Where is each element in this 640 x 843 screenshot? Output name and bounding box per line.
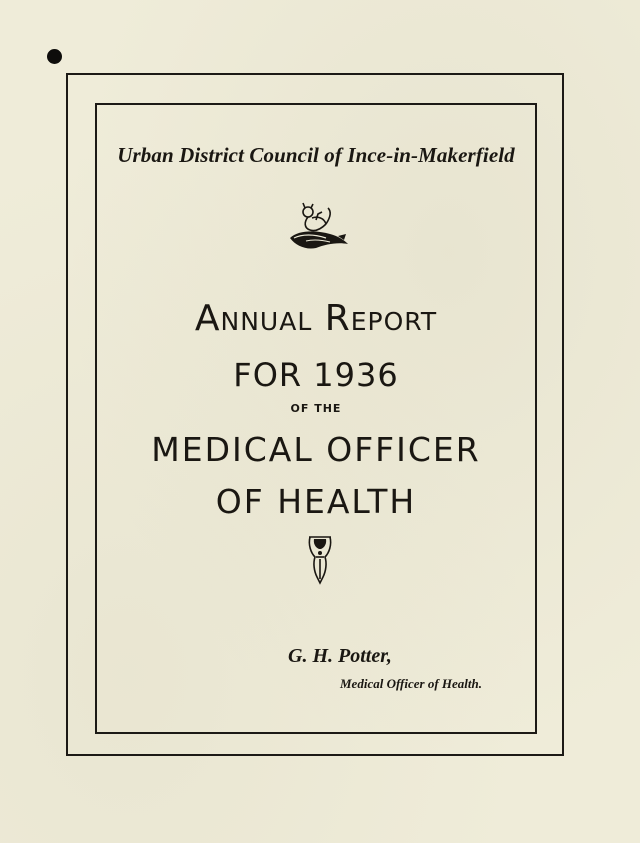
inner-border-frame xyxy=(95,103,537,734)
report-subject-line2: OF HEALTH xyxy=(215,482,417,521)
signatory-title: Medical Officer of Health. xyxy=(340,676,483,691)
report-title: Annual Report xyxy=(194,298,438,339)
report-year: FOR 1936 xyxy=(233,356,399,394)
report-connector: OF THE xyxy=(290,402,342,415)
binding-hole xyxy=(47,49,62,64)
heraldic-crest-icon xyxy=(286,200,350,252)
report-subject-line1: MEDICAL OFFICER xyxy=(151,430,481,469)
council-name: Urban District Council of Ince-in-Makerfield xyxy=(117,143,515,167)
vase-ornament-icon xyxy=(305,533,335,587)
signatory-name: G. H. Potter, xyxy=(288,645,392,667)
